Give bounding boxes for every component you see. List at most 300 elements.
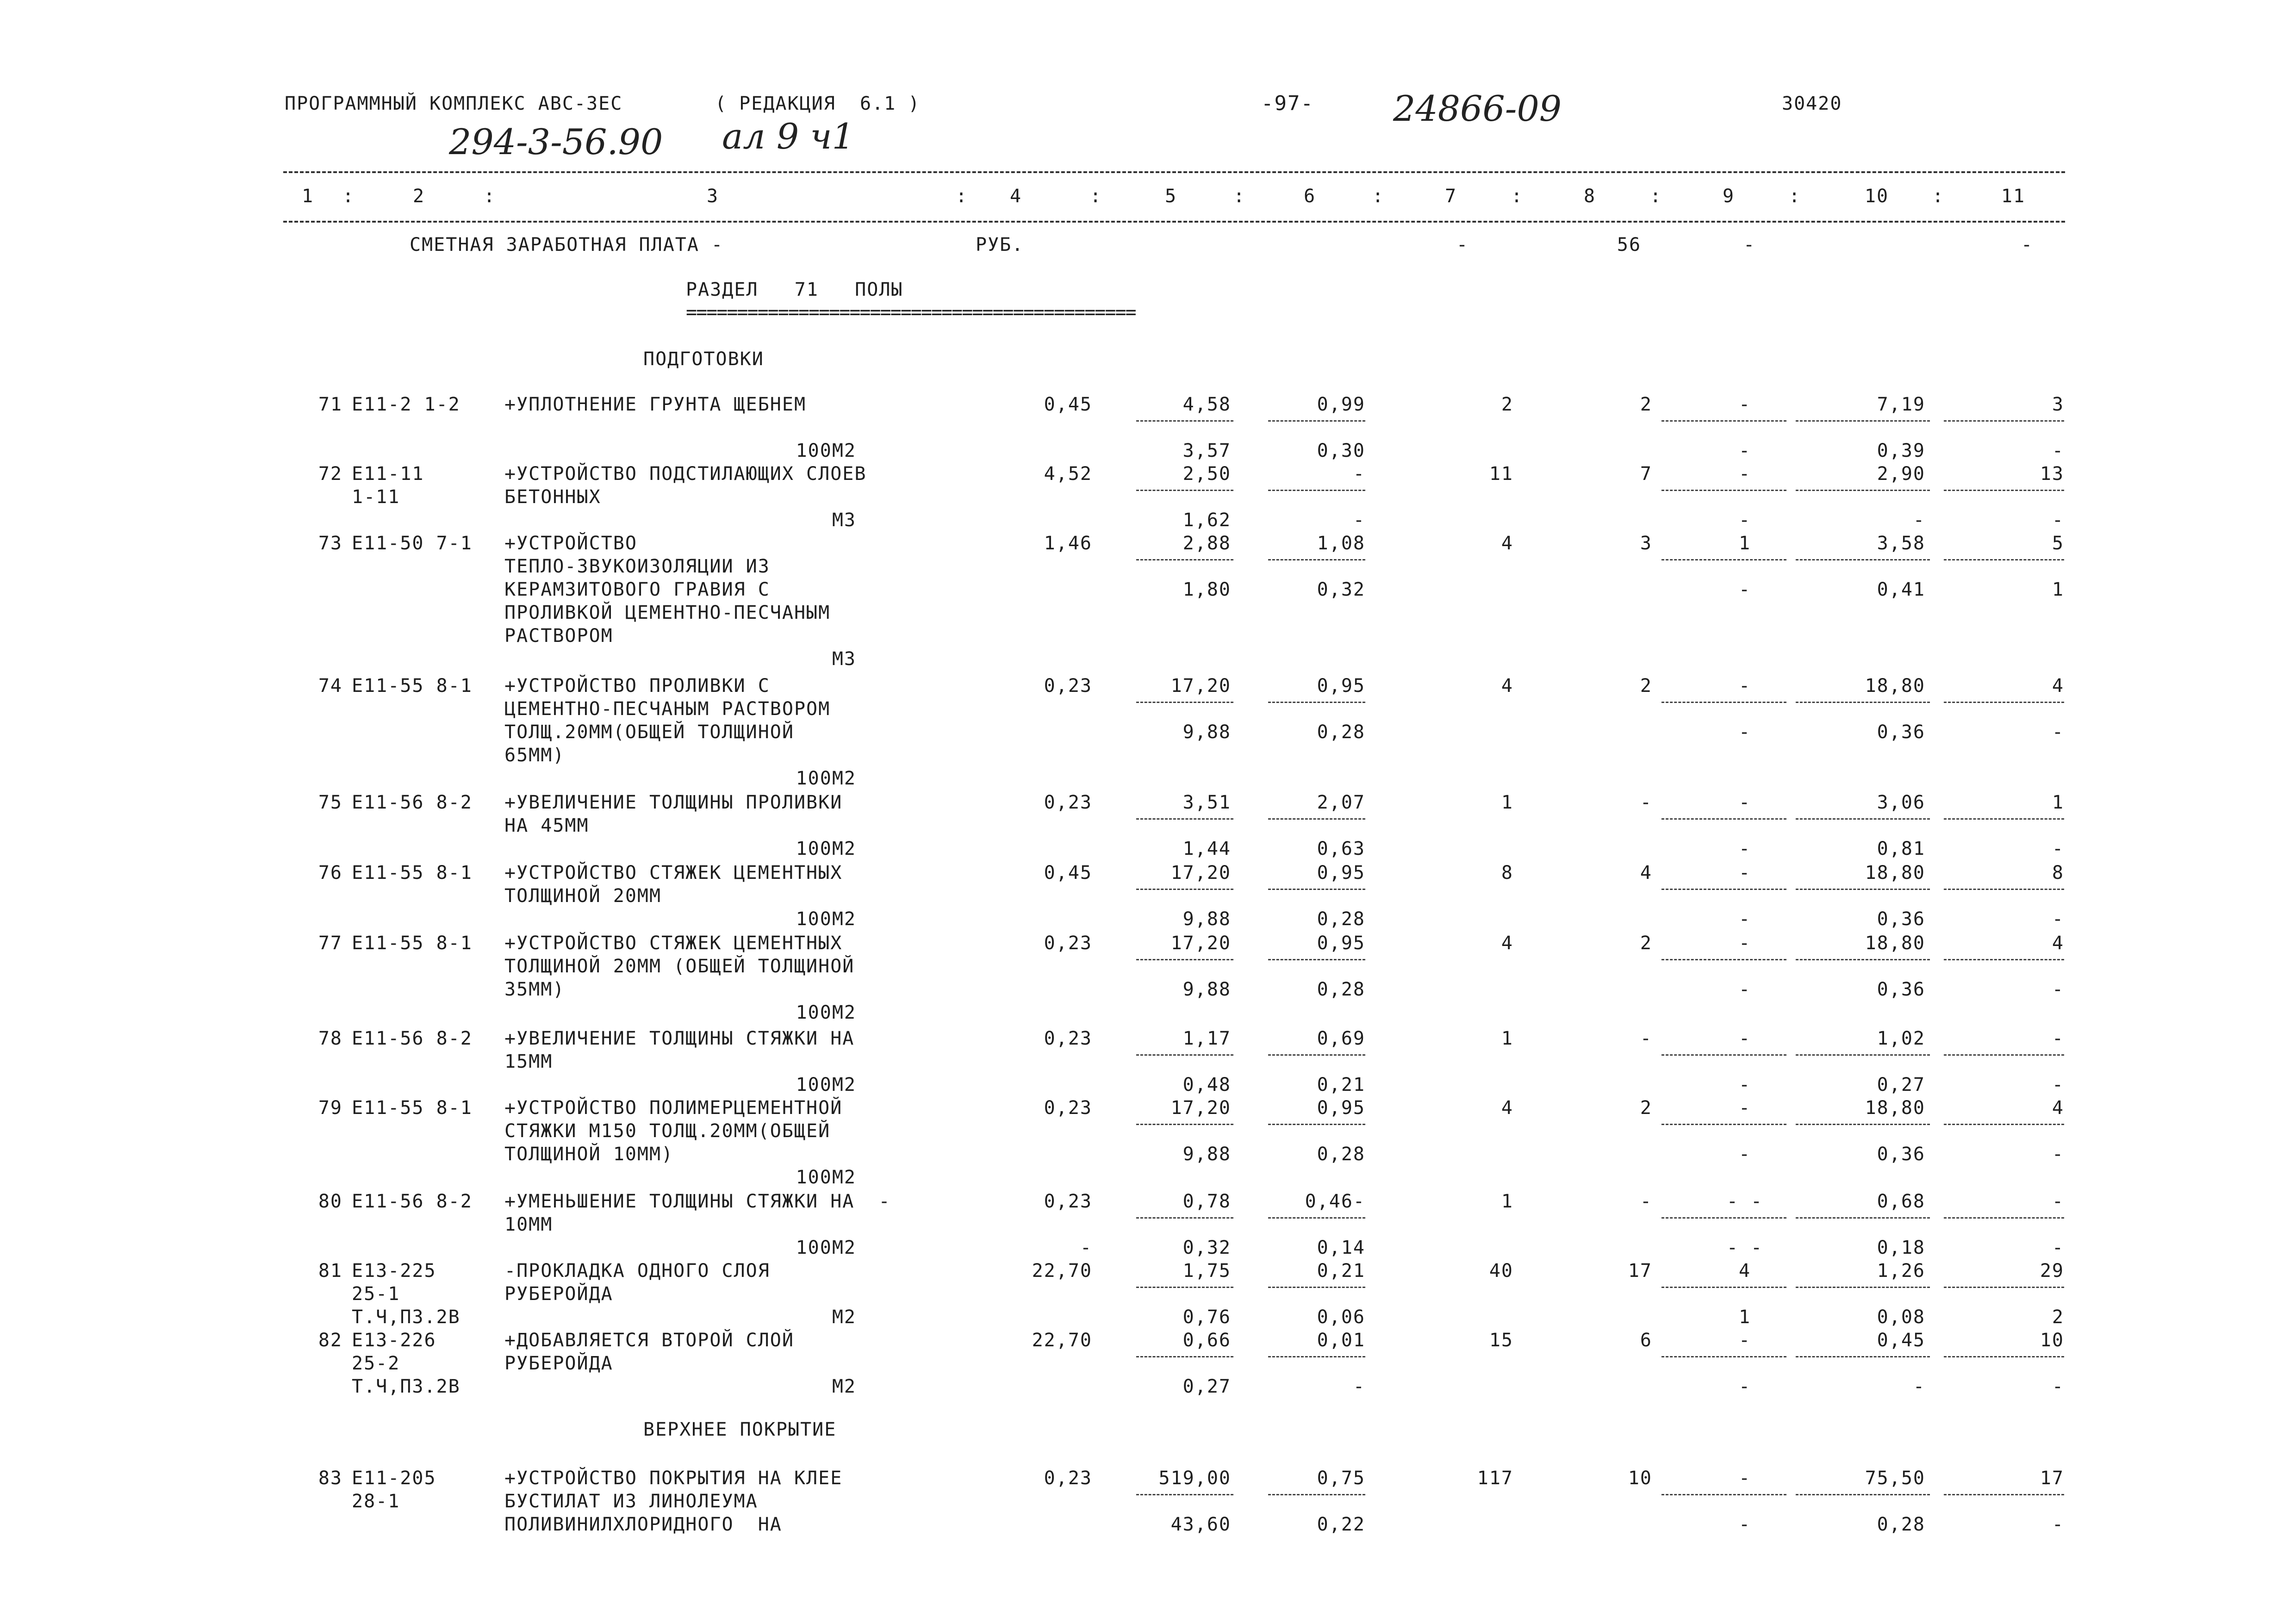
row-code: Е11-56 8-2	[352, 1028, 473, 1049]
row-col6-sub: 0,63	[1317, 838, 1365, 859]
subtotal-dash	[1268, 1356, 1365, 1357]
subtotal-dash	[1268, 818, 1365, 820]
row-col5-sub: 9,88	[1182, 979, 1231, 1000]
subtotal-dash	[1796, 889, 1930, 890]
subtotal-dash	[1136, 702, 1233, 703]
row-description: +УВЕЛИЧЕНИЕ ТОЛЩИНЫ СТЯЖКИ НА	[504, 1028, 855, 1049]
row-description: +УСТРОЙСТВО ПОДСТИЛАЮЩИХ СЛОЕВ	[504, 463, 867, 485]
row-col8: -	[1640, 1028, 1652, 1049]
row-col11-sub: -	[2052, 838, 2064, 859]
row-code: Е11-55 8-1	[352, 862, 473, 884]
row-col6: 0,95	[1317, 1097, 1365, 1119]
row-col10-sub: 0,41	[1877, 579, 1925, 600]
program-title: ПРОГРАММНЫЙ КОМПЛЕКС АВС-3ЕС	[285, 93, 623, 114]
row-description: БУСТИЛАТ ИЗ ЛИНОЛЕУМА	[504, 1491, 758, 1512]
row-col11: 13	[2040, 463, 2064, 485]
row-col10-sub: 0,39	[1877, 440, 1925, 461]
row-description: РАСТВОРОМ	[504, 625, 613, 647]
subtotal-dash	[1136, 559, 1233, 560]
row-description: ТОЛЩИНОЙ 20ММ (ОБЩЕЙ ТОЛЩИНОЙ	[504, 956, 855, 977]
row-number: 72	[318, 463, 342, 485]
subtotal-dash	[1796, 702, 1930, 703]
row-col11-sub: 2	[2052, 1307, 2064, 1328]
row-col4: 0,23	[1044, 1468, 1092, 1489]
row-col6-sub: -	[1353, 510, 1365, 531]
subtotal-dash	[1944, 1124, 2064, 1125]
column-header-10: 10	[1864, 186, 1889, 207]
row-col9-sub: 1	[1738, 1307, 1751, 1328]
row-col9: -	[1738, 1028, 1751, 1049]
row-col9-sub: -	[1738, 722, 1751, 743]
row-col7: 4	[1501, 533, 1513, 554]
row-col6: 0,95	[1317, 862, 1365, 884]
handwritten-project: 294-3-56.90	[449, 121, 663, 162]
row-description: ТЕПЛО-ЗВУКОИЗОЛЯЦИИ ИЗ	[504, 556, 770, 577]
row-col5-sub: 0,27	[1182, 1376, 1231, 1397]
row-col6-sub: -	[1353, 1376, 1365, 1397]
row-description: НА 45ММ	[504, 815, 589, 836]
column-header-8: 8	[1583, 186, 1596, 207]
row-number: 78	[318, 1028, 342, 1049]
row-col10-sub: 0,36	[1877, 722, 1925, 743]
row-col7: 40	[1489, 1260, 1513, 1282]
subtotal-dash	[1944, 818, 2064, 820]
row-col4: 0,23	[1044, 792, 1092, 813]
subtotal-dash	[1136, 1124, 1233, 1125]
subtotal-dash	[1136, 420, 1233, 422]
row-col7: 15	[1489, 1330, 1513, 1351]
row-col4: 0,23	[1044, 1028, 1092, 1049]
row-col6: 2,07	[1317, 792, 1365, 813]
row-col9-sub: -	[1738, 440, 1751, 461]
row-description: +УПЛОТНЕНИЕ ГРУНТА ЩЕБНЕМ	[504, 394, 807, 415]
row-col10-sub: 0,28	[1877, 1514, 1925, 1535]
row-unit: 100М2	[796, 1074, 856, 1095]
row-number: 74	[318, 675, 342, 697]
column-separator: :	[1090, 186, 1102, 207]
row-col5: 1,75	[1182, 1260, 1231, 1282]
row-col10: 3,58	[1877, 533, 1925, 554]
row-col10-sub: 0,08	[1877, 1307, 1925, 1328]
subtotal-dash	[1136, 490, 1233, 491]
row-col11-sub: -	[2052, 1514, 2064, 1535]
row-col9-sub: -	[1738, 1144, 1751, 1165]
row-unit: 100М2	[796, 1167, 856, 1188]
subtotal-dash	[1661, 702, 1786, 703]
row-col6-sub: 0,28	[1317, 722, 1365, 743]
row-col6-sub: 0,14	[1317, 1237, 1365, 1258]
row-description: 10ММ	[504, 1214, 553, 1235]
subtotal-dash	[1661, 889, 1786, 890]
row-col5: 17,20	[1170, 862, 1231, 884]
subtotal-dash	[1944, 1054, 2064, 1056]
row-col11-sub: 1	[2052, 579, 2064, 600]
column-separator: :	[1932, 186, 1945, 207]
row-col6: 1,08	[1317, 533, 1365, 554]
row-description: ТОЛЩИНОЙ 10ММ)	[504, 1144, 674, 1165]
edition-label: ( РЕДАКЦИЯ 6.1 )	[715, 93, 921, 114]
row-col7: 117	[1477, 1468, 1513, 1489]
row-col10: 18,80	[1865, 933, 1925, 954]
subtotal-dash	[1136, 1054, 1233, 1056]
column-header-2: 2	[412, 186, 425, 207]
subtotal-dash	[1796, 1356, 1930, 1357]
row-col7: 4	[1501, 933, 1513, 954]
row-col10-sub: 0,18	[1877, 1237, 1925, 1258]
row-code: Е13-226	[352, 1330, 436, 1351]
row-col8: 2	[1640, 1097, 1652, 1119]
row-col4: 0,45	[1044, 862, 1092, 884]
row-col10-sub: -	[1913, 1376, 1925, 1397]
row-col9-sub: -	[1738, 579, 1751, 600]
row-description: +УМЕНЬШЕНИЕ ТОЛЩИНЫ СТЯЖКИ НА -	[504, 1191, 891, 1212]
subtotal-dash	[1796, 420, 1930, 422]
row-col11-sub: -	[2052, 1237, 2064, 1258]
row-col6: 0,95	[1317, 675, 1365, 697]
row-col6-sub: 0,21	[1317, 1074, 1365, 1095]
row-col11-sub: -	[2052, 979, 2064, 1000]
row-number: 82	[318, 1330, 342, 1351]
row-description: РУБЕРОЙДА	[504, 1283, 613, 1305]
row-description: БЕТОННЫХ	[504, 486, 601, 508]
row-col8: 6	[1640, 1330, 1652, 1351]
row-code: Е11-56 8-2	[352, 792, 473, 813]
subtotal-dash	[1796, 559, 1930, 560]
subtotal-dash	[1796, 1217, 1930, 1219]
subsection-top-covering: ВЕРХНЕЕ ПОКРЫТИЕ	[643, 1419, 837, 1440]
subtotal-dash	[1268, 702, 1365, 703]
row-col5-sub: 43,60	[1170, 1514, 1231, 1535]
row-col10: 18,80	[1865, 1097, 1925, 1119]
subtotal-dash	[1796, 1054, 1930, 1056]
row-col5: 3,51	[1182, 792, 1231, 813]
row-col11-sub: -	[2052, 510, 2064, 531]
row-col5-sub: 9,88	[1182, 908, 1231, 930]
column-separator: :	[1789, 186, 1801, 207]
column-header-1: 1	[301, 186, 314, 207]
row-unit: М2	[832, 1376, 856, 1397]
row-col9: 4	[1738, 1260, 1751, 1282]
row-code: Е11-11	[352, 463, 424, 485]
row-col7: 8	[1501, 862, 1513, 884]
row-col11: 1	[2052, 792, 2064, 813]
row-code: Е13-225	[352, 1260, 436, 1282]
row-col11: 10	[2040, 1330, 2064, 1351]
row-col10: 2,90	[1877, 463, 1925, 485]
row-col5: 17,20	[1170, 675, 1231, 697]
row-unit: 100М2	[796, 1237, 856, 1258]
column-header-5: 5	[1164, 186, 1177, 207]
row-code: Е11-205	[352, 1468, 436, 1489]
subtotal-dash	[1661, 1124, 1786, 1125]
salary-col9: -	[1743, 234, 1756, 255]
row-col10: 0,68	[1877, 1191, 1925, 1212]
handwritten-album: ал 9 ч1	[722, 116, 855, 157]
subtotal-dash	[1944, 559, 2064, 560]
row-col11: -	[2052, 1191, 2064, 1212]
row-col4: 1,46	[1044, 533, 1092, 554]
row-col9-sub: -	[1738, 1514, 1751, 1535]
column-separator: :	[342, 186, 355, 207]
row-col5-sub: 0,76	[1182, 1307, 1231, 1328]
row-col9: -	[1738, 862, 1751, 884]
row-col11: 8	[2052, 862, 2064, 884]
row-col11: 5	[2052, 533, 2064, 554]
subtotal-dash	[1796, 818, 1930, 820]
row-col5-sub: 1,44	[1182, 838, 1231, 859]
row-col4-sub: -	[1080, 1237, 1092, 1258]
subtotal-dash	[1268, 959, 1365, 960]
subtotal-dash	[1944, 1494, 2064, 1495]
row-description: +УСТРОЙСТВО ПРОЛИВКИ С	[504, 675, 770, 697]
row-col9-sub: -	[1738, 908, 1751, 930]
row-description: ЦЕМЕНТНО-ПЕСЧАНЫМ РАСТВОРОМ	[504, 698, 831, 720]
row-col9: -	[1738, 1330, 1751, 1351]
subsection-preparation: ПОДГОТОВКИ	[643, 348, 764, 370]
row-col5-sub: 9,88	[1182, 1144, 1231, 1165]
row-col10: 1,02	[1877, 1028, 1925, 1049]
row-col9-sub: -	[1738, 979, 1751, 1000]
row-col4: 0,23	[1044, 675, 1092, 697]
row-col9: -	[1738, 675, 1751, 697]
subtotal-dash	[1661, 1054, 1786, 1056]
row-col11-sub: -	[2052, 908, 2064, 930]
column-header-3: 3	[706, 186, 719, 207]
row-col9-sub: - -	[1726, 1237, 1763, 1258]
row-number: 71	[318, 394, 342, 415]
row-col5-sub: 9,88	[1182, 722, 1231, 743]
row-col8: -	[1640, 792, 1652, 813]
row-col9: - -	[1726, 1191, 1763, 1212]
salary-unit: РУБ.	[976, 234, 1024, 255]
subtotal-dash	[1796, 1494, 1930, 1495]
row-col8: 2	[1640, 675, 1652, 697]
row-number: 75	[318, 792, 342, 813]
row-col7: 1	[1501, 1028, 1513, 1049]
subtotal-dash	[1661, 818, 1786, 820]
row-description: +УВЕЛИЧЕНИЕ ТОЛЩИНЫ ПРОЛИВКИ	[504, 792, 843, 813]
row-col4: 0,45	[1044, 394, 1092, 415]
row-col5: 0,78	[1182, 1191, 1231, 1212]
column-separator: :	[1233, 186, 1246, 207]
subtotal-dash	[1136, 1356, 1233, 1357]
row-col10: 3,06	[1877, 792, 1925, 813]
row-unit: М3	[832, 510, 856, 531]
subtotal-dash	[1268, 1054, 1365, 1056]
row-col6-sub: 0,28	[1317, 908, 1365, 930]
row-col11-sub: -	[2052, 440, 2064, 461]
row-col10-sub: 0,36	[1877, 1144, 1925, 1165]
row-col5: 4,58	[1182, 394, 1231, 415]
row-description: СТЯЖКИ М150 ТОЛЩ.20ММ(ОБЩЕЙ	[504, 1120, 831, 1142]
subtotal-dash	[1796, 1124, 1930, 1125]
row-col11: 3	[2052, 394, 2064, 415]
column-separator: :	[1511, 186, 1524, 207]
salary-col8: 56	[1617, 234, 1642, 255]
subtotal-dash	[1136, 1217, 1233, 1219]
row-col11: 17	[2040, 1468, 2064, 1489]
subtotal-dash	[1944, 420, 2064, 422]
row-col8: 3	[1640, 533, 1652, 554]
row-col10: 18,80	[1865, 675, 1925, 697]
row-col6-sub: 0,06	[1317, 1307, 1365, 1328]
row-col4: 0,23	[1044, 933, 1092, 954]
row-description: 15ММ	[504, 1051, 553, 1072]
section-title: РАЗДЕЛ 71 ПОЛЫ	[686, 279, 903, 300]
row-description: +УСТРОЙСТВО ПОЛИМЕРЦЕМЕНТНОЙ	[504, 1097, 843, 1119]
subtotal-dash	[1944, 1217, 2064, 1219]
subtotal-dash	[1796, 959, 1930, 960]
row-number: 80	[318, 1191, 342, 1212]
subtotal-dash	[1944, 1356, 2064, 1357]
row-col8: -	[1640, 1191, 1652, 1212]
subtotal-dash	[1268, 559, 1365, 560]
row-col9: -	[1738, 792, 1751, 813]
row-col7: 1	[1501, 792, 1513, 813]
row-col8: 2	[1640, 933, 1652, 954]
subtotal-dash	[1136, 1494, 1233, 1495]
row-col6: 0,99	[1317, 394, 1365, 415]
row-unit: М3	[832, 648, 856, 670]
column-header-7: 7	[1444, 186, 1457, 207]
row-col6-sub: 0,28	[1317, 1144, 1365, 1165]
row-description: +УСТРОЙСТВО ПОКРЫТИЯ НА КЛЕЕ	[504, 1468, 843, 1489]
row-col6: 0,75	[1317, 1468, 1365, 1489]
row-description: +УСТРОЙСТВО СТЯЖЕК ЦЕМЕНТНЫХ	[504, 933, 843, 954]
row-unit: 100М2	[796, 440, 856, 461]
header-rule-bottom	[283, 221, 2065, 223]
row-unit: 100М2	[796, 838, 856, 859]
row-col11: 4	[2052, 933, 2064, 954]
row-unit: М2	[832, 1307, 856, 1328]
row-unit: 100М2	[796, 908, 856, 930]
row-col9: 1	[1738, 533, 1751, 554]
subtotal-dash	[1136, 959, 1233, 960]
row-col11-sub: -	[2052, 1144, 2064, 1165]
row-number: 79	[318, 1097, 342, 1119]
row-col11: 4	[2052, 675, 2064, 697]
section-rule: ============================================	[686, 302, 1136, 323]
row-col11: -	[2052, 1028, 2064, 1049]
row-col6-sub: 0,30	[1317, 440, 1365, 461]
row-col9-sub: -	[1738, 838, 1751, 859]
subtotal-dash	[1136, 889, 1233, 890]
row-col11-sub: -	[2052, 722, 2064, 743]
row-description: КЕРАМЗИТОВОГО ГРАВИЯ С	[504, 579, 770, 600]
row-col8: 2	[1640, 394, 1652, 415]
row-col10-sub: 0,81	[1877, 838, 1925, 859]
salary-col11: -	[2021, 234, 2034, 255]
row-col10: 75,50	[1865, 1468, 1925, 1489]
row-description: 65ММ)	[504, 745, 565, 766]
subtotal-dash	[1661, 1217, 1786, 1219]
subtotal-dash	[1944, 959, 2064, 960]
row-code: Т.Ч,П3.2В	[352, 1376, 460, 1397]
row-description: ТОЛЩ.20ММ(ОБЩЕЙ ТОЛЩИНОЙ	[504, 722, 794, 743]
row-col5-sub: 0,32	[1182, 1237, 1231, 1258]
row-col9: -	[1738, 463, 1751, 485]
subtotal-dash	[1661, 1356, 1786, 1357]
row-col10-sub: -	[1913, 510, 1925, 531]
row-col6: -	[1353, 463, 1365, 485]
row-col10-sub: 0,36	[1877, 979, 1925, 1000]
row-col10-sub: 0,27	[1877, 1074, 1925, 1095]
row-number: 76	[318, 862, 342, 884]
header-rule-top	[283, 171, 2065, 173]
subtotal-dash	[1944, 702, 2064, 703]
row-col4: 0,23	[1044, 1191, 1092, 1212]
subtotal-dash	[1661, 559, 1786, 560]
subtotal-dash	[1661, 1494, 1786, 1495]
row-col10-sub: 0,36	[1877, 908, 1925, 930]
subtotal-dash	[1661, 959, 1786, 960]
row-description: +УСТРОЙСТВО	[504, 533, 637, 554]
column-separator: :	[484, 186, 496, 207]
subtotal-dash	[1661, 420, 1786, 422]
row-col6-sub: 0,28	[1317, 979, 1365, 1000]
row-col5: 519,00	[1158, 1468, 1231, 1489]
subtotal-dash	[1268, 889, 1365, 890]
row-unit: 100М2	[796, 768, 856, 789]
row-number: 73	[318, 533, 342, 554]
row-col8: 10	[1628, 1468, 1652, 1489]
subtotal-dash	[1944, 1287, 2064, 1288]
row-col8: 7	[1640, 463, 1652, 485]
row-col4: 22,70	[1032, 1330, 1092, 1351]
row-col4: 4,52	[1044, 463, 1092, 485]
row-code: Е11-55 8-1	[352, 675, 473, 697]
row-code: Е11-55 8-1	[352, 1097, 473, 1119]
row-col6: 0,69	[1317, 1028, 1365, 1049]
subtotal-dash	[1944, 490, 2064, 491]
row-code: Е11-56 8-2	[352, 1191, 473, 1212]
row-code: 25-2	[352, 1353, 400, 1374]
salary-label: СМЕТНАЯ ЗАРАБОТНАЯ ПЛАТА -	[410, 234, 724, 255]
subtotal-dash	[1268, 490, 1365, 491]
row-col11: 4	[2052, 1097, 2064, 1119]
subtotal-dash	[1661, 490, 1786, 491]
row-col6: 0,01	[1317, 1330, 1365, 1351]
row-col10: 7,19	[1877, 394, 1925, 415]
column-separator: :	[1372, 186, 1385, 207]
row-col5: 2,50	[1182, 463, 1231, 485]
subtotal-dash	[1661, 1287, 1786, 1288]
column-header-6: 6	[1303, 186, 1316, 207]
subtotal-dash	[1796, 1287, 1930, 1288]
row-code: 25-1	[352, 1283, 400, 1305]
row-code: 28-1	[352, 1491, 400, 1512]
row-col5: 17,20	[1170, 1097, 1231, 1119]
subtotal-dash	[1944, 889, 2064, 890]
subtotal-dash	[1136, 1287, 1233, 1288]
column-header-11: 11	[2001, 186, 2026, 207]
row-col4: 0,23	[1044, 1097, 1092, 1119]
row-description: +УСТРОЙСТВО СТЯЖЕК ЦЕМЕНТНЫХ	[504, 862, 843, 884]
column-separator: :	[956, 186, 968, 207]
row-code: Е11-50 7-1	[352, 533, 473, 554]
handwritten-code: 24866-09	[1393, 88, 1562, 129]
subtotal-dash	[1268, 420, 1365, 422]
subtotal-dash	[1268, 1124, 1365, 1125]
row-unit: 100М2	[796, 1002, 856, 1023]
row-col5-sub: 0,48	[1182, 1074, 1231, 1095]
row-col7: 1	[1501, 1191, 1513, 1212]
doc-number: 30420	[1782, 93, 1842, 114]
row-col6-sub: 0,32	[1317, 579, 1365, 600]
column-separator: :	[1650, 186, 1662, 207]
row-col10: 0,45	[1877, 1330, 1925, 1351]
subtotal-dash	[1268, 1494, 1365, 1495]
